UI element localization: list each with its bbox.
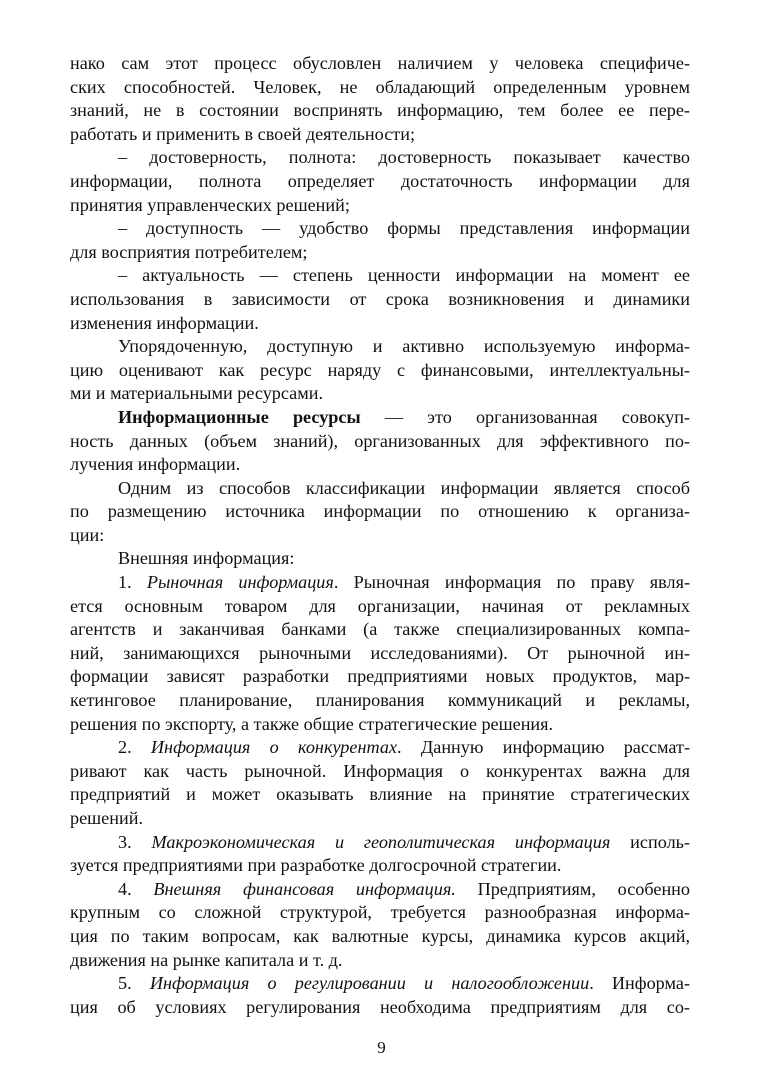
- text-line: [70, 972, 690, 996]
- text-run: движения на рынке капитала и т. д.: [70, 949, 343, 970]
- text-run: работать и применить в своей деятельности;: [70, 123, 416, 144]
- text-run: для восприятия потребителем;: [70, 241, 308, 262]
- term-italic: Информация о регулировании и налогообложении: [149, 973, 590, 994]
- text-line: [70, 406, 690, 430]
- text-line: [70, 595, 690, 619]
- text-line: [70, 901, 690, 925]
- text-run: Предприятиям, особенно: [455, 878, 691, 899]
- text-run: ется основным товаром для организации, начиная от рекламных: [70, 595, 690, 616]
- text-line: [70, 76, 690, 100]
- item-number: 5.: [118, 973, 150, 994]
- text-run: формации зависят разработки предприятиями новых продуктов, мар-: [70, 666, 690, 687]
- text-run: принятия управленческих решений;: [70, 194, 350, 215]
- list-item-reliability: [70, 146, 690, 217]
- text-run: нако сам этот процесс обусловлен наличием у человека специфиче-: [70, 53, 690, 73]
- text-run: знаний, не в состоянии воспринять информацию, тем более ее пере-: [70, 100, 690, 121]
- text-run: Внешняя информация:: [118, 548, 295, 569]
- paragraph-continuation: [70, 52, 690, 146]
- text-line: [70, 642, 690, 666]
- text-run: исполь-: [610, 831, 690, 852]
- text-line: [70, 949, 690, 973]
- text-line: [70, 547, 690, 571]
- text-line: [70, 335, 690, 359]
- text-run: ских способностей. Человек, не обладающий определенным уровнем: [70, 76, 690, 97]
- text-line: [70, 382, 690, 406]
- term-italic: Рыночная информация: [146, 572, 334, 593]
- item-number: 1.: [118, 572, 147, 593]
- text-run: — это организованная совокуп-: [360, 406, 690, 427]
- text-line: [70, 760, 690, 784]
- text-line: [70, 194, 690, 218]
- page-number: 9: [377, 1038, 386, 1057]
- numbered-item-1: [70, 571, 690, 736]
- paragraph-definition: [70, 406, 690, 477]
- text-run: решений.: [70, 808, 143, 828]
- text-run: ции:: [70, 524, 105, 545]
- text-line: [70, 99, 690, 123]
- text-line: [70, 477, 690, 501]
- text-run: ция об условиях регулирования необходима предприятиям для со-: [70, 996, 690, 1017]
- text-line: [70, 52, 690, 76]
- text-line: [70, 241, 690, 265]
- text-line: [70, 453, 690, 477]
- numbered-item-4: [70, 878, 690, 972]
- text-run: ний, занимающихся рыночными исследованиями). От рыночной ин-: [70, 642, 690, 663]
- text-line: [70, 170, 690, 194]
- text-line: [70, 146, 690, 170]
- text-run: кетинговое планирование, планирования коммуникаций и рекламы,: [70, 690, 690, 711]
- numbered-item-3: [70, 831, 690, 878]
- paragraph-resource: [70, 335, 690, 406]
- text-run: изменения информации.: [70, 312, 259, 333]
- text-line: [70, 831, 690, 855]
- text-run: – актуальность — степень ценности информации на момент ее: [118, 265, 690, 286]
- text-run: использования в зависимости от срока возникновения и динамики: [70, 288, 690, 309]
- text-line: [70, 878, 690, 902]
- text-line: [70, 500, 690, 524]
- text-run: агентств и заканчивая банками (а также специализированных компа-: [70, 619, 690, 640]
- term-italic: Информация о конкурентах: [150, 737, 398, 758]
- text-line: [70, 430, 690, 454]
- document-page: [70, 52, 690, 1019]
- text-run: ми и материальными ресурсами.: [70, 383, 324, 404]
- text-run: ция по таким вопросам, как валютные курсы, динамика курсов акций,: [70, 925, 690, 946]
- list-item-relevance: [70, 264, 690, 335]
- text-run: информации, полнота определяет достаточность информации для: [70, 170, 690, 191]
- text-line: [70, 925, 690, 949]
- text-line: [70, 618, 690, 642]
- paragraph-classification: [70, 477, 690, 548]
- text-run: ность данных (объем знаний), организованных для эффективного по-: [70, 430, 690, 451]
- text-line: [70, 217, 690, 241]
- text-line: [70, 854, 690, 878]
- text-line: [70, 288, 690, 312]
- text-run: решения по экспорту, а также общие стратегические решения.: [70, 713, 554, 734]
- text-line: [70, 783, 690, 807]
- text-run: Одним из способов классификации информации является способ: [118, 477, 690, 498]
- text-line: [70, 665, 690, 689]
- term-italic: Макроэкономическая и геополитическая информация: [151, 831, 611, 852]
- text-line: [70, 312, 690, 336]
- list-item-accessibility: [70, 217, 690, 264]
- text-run: лучения информации.: [70, 454, 241, 475]
- term-bold: Информационные ресурсы: [118, 406, 361, 427]
- text-line: [70, 571, 690, 595]
- text-line: [70, 359, 690, 383]
- text-line: [70, 123, 690, 147]
- text-run: Упорядоченную, доступную и активно используемую информа-: [118, 336, 690, 357]
- section-heading-external: [70, 547, 690, 571]
- text-line: [70, 996, 690, 1020]
- text-run: цию оценивают как ресурс наряду с финансовыми, интеллектуальны-: [70, 359, 690, 380]
- item-number: 4.: [118, 878, 154, 899]
- numbered-item-5: [70, 972, 690, 1019]
- term-italic: Внешняя финансовая информация.: [153, 878, 456, 899]
- text-run: зуется предприятиями при разработке долгосрочной стратегии.: [70, 855, 562, 876]
- text-run: крупным со сложной структурой, требуется разнообразная информа-: [70, 902, 690, 923]
- text-line: [70, 689, 690, 713]
- numbered-item-2: [70, 736, 690, 830]
- text-run: – доступность — удобство формы представления информации: [118, 218, 690, 239]
- text-line: [70, 713, 690, 737]
- text-run: – достоверность, полнота: достоверность показывает качество: [118, 147, 690, 168]
- text-line: [70, 807, 690, 831]
- text-line: [70, 524, 690, 548]
- text-run: по размещению источника информации по отношению к организа-: [70, 501, 690, 522]
- text-run: ривают как часть рыночной. Информация о конкурентах важна для: [70, 760, 690, 781]
- text-line: [70, 264, 690, 288]
- item-number: 3.: [118, 831, 152, 852]
- text-run: предприятий и может оказывать влияние на принятие стратегических: [70, 784, 690, 805]
- text-line: [70, 736, 690, 760]
- text-run: . Данную информацию рассмат-: [397, 737, 691, 758]
- text-run: . Рыночная информация по праву явля-: [333, 572, 690, 593]
- text-run: . Информа-: [589, 973, 690, 994]
- item-number: 2.: [118, 737, 151, 758]
